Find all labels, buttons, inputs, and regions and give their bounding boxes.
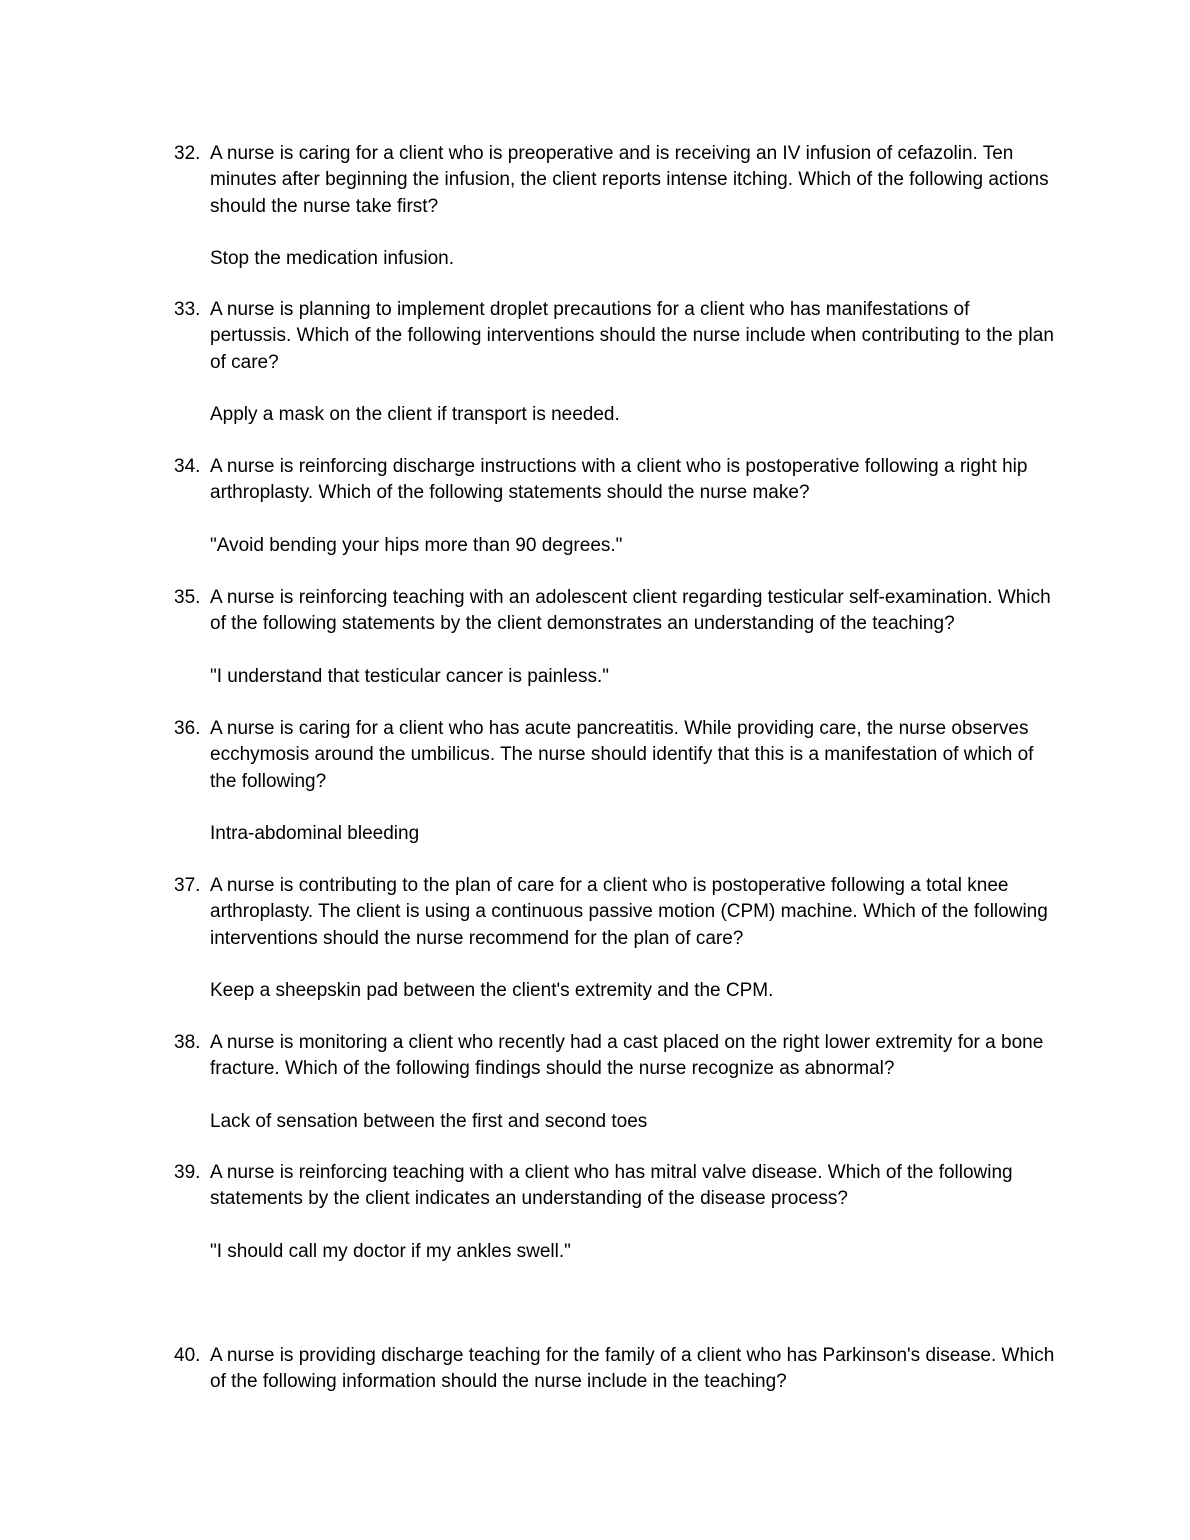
question-number: 34. <box>174 456 201 477</box>
question-39 <box>174 1160 1055 1265</box>
question-number: 33. <box>174 299 201 320</box>
question-text: A nurse is contributing to the plan of care for a client who is postoperative following a total knee arthroplasty. The client is using a continuous passive motion (CPM) machine. Which of the following interventions should the nurse recommend for the plan of care? <box>210 875 1048 949</box>
question-32 <box>174 141 1055 273</box>
answer-text: "I should call my doctor if my ankles swell." <box>210 1240 571 1262</box>
question-number: 32. <box>174 143 201 164</box>
answer-text: Keep a sheepskin pad between the client's extremity and the CPM. <box>210 980 774 1002</box>
question-34 <box>174 454 1055 559</box>
question-33 <box>174 297 1055 429</box>
question-40 <box>174 1343 1055 1396</box>
question-35 <box>174 585 1055 690</box>
question-text: A nurse is planning to implement droplet precautions for a client who has manifestations of pertussis. Which of the following interventions should the nurse include when contributing to the plan of care? <box>210 299 1054 373</box>
question-36 <box>174 716 1055 848</box>
answer-text: "Avoid bending your hips more than 90 degrees." <box>210 534 623 556</box>
question-text: A nurse is providing discharge teaching for the family of a client who has Parkinson's disease. Which of the following information should the nurse include in the teaching? <box>210 1345 1055 1393</box>
question-text: A nurse is caring for a client who has acute pancreatitis. While providing care, the nurse observes ecchymosis around the umbilicus. The nurse should identify that this is a manifestation of which of the following? <box>210 718 1034 792</box>
question-text: A nurse is reinforcing discharge instructions with a client who is postoperative following a right hip arthroplasty. Which of the following statements should the nurse make? <box>210 456 1028 504</box>
question-text: A nurse is reinforcing teaching with a client who has mitral valve disease. Which of the following statements by the client indicates an understanding of the disease process? <box>210 1162 1013 1210</box>
question-37 <box>174 873 1055 1005</box>
question-number: 40. <box>174 1345 201 1366</box>
question-38 <box>174 1030 1055 1135</box>
question-text: A nurse is monitoring a client who recently had a cast placed on the right lower extremity for a bone fracture. Which of the following findings should the nurse recognize as abnormal? <box>210 1032 1044 1080</box>
question-number: 37. <box>174 875 201 896</box>
question-text: A nurse is reinforcing teaching with an adolescent client regarding testicular self-examination. Which of the following statements by the client demonstrates an understanding of the teaching? <box>210 587 1051 635</box>
question-number: 35. <box>174 587 201 608</box>
answer-text: Lack of sensation between the first and second toes <box>210 1110 648 1132</box>
answer-text: "I understand that testicular cancer is painless." <box>210 665 609 687</box>
question-number: 39. <box>174 1162 201 1183</box>
answer-text: Intra-abdominal bleeding <box>210 823 420 845</box>
answer-text: Apply a mask on the client if transport is needed. <box>210 404 620 426</box>
question-number: 36. <box>174 718 201 739</box>
question-number: 38. <box>174 1032 201 1053</box>
answer-text: Stop the medication infusion. <box>210 248 454 270</box>
question-text: A nurse is caring for a client who is preoperative and is receiving an IV infusion of cefazolin. Ten minutes after beginning the infusion, the client reports intense itching. Which of the following actions should the nurse take first? <box>210 143 1049 217</box>
